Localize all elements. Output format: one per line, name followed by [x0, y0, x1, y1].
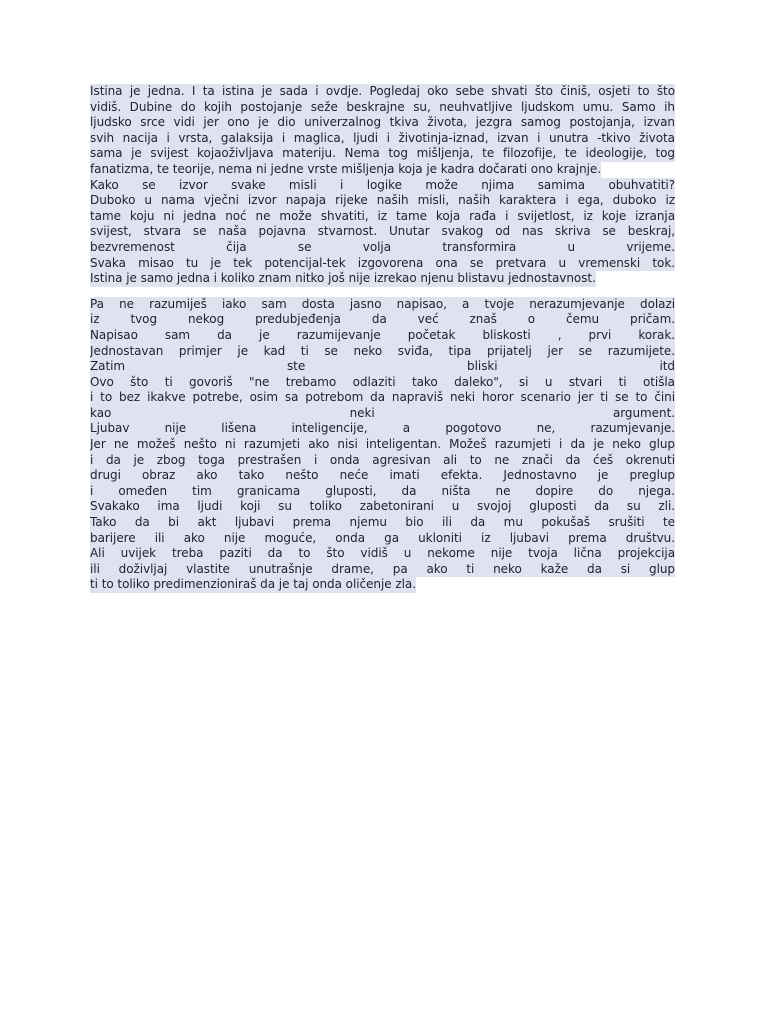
text-line: Svaka misao tu je tek potencijal-tek izgovorena ona se pretvara u vremenski tok. [90, 255, 675, 270]
text-line: Pa ne razumiješ iako sam dosta jasno napisao, a tvoje nerazumjevanje dolazi [90, 296, 675, 311]
text-line: ljudsko srce vidi jer ono je dio univerzalnog tkiva života, jezgra samog postojanja, izvan [90, 115, 675, 130]
text-line: Svakako ima ljudi koji su toliko zabetonirani u svojoj gluposti da su zli. [90, 499, 675, 514]
text-line: Istina je samo jedna i koliko znam nitko još nije izrekao njenu blistavu jednostavnost. [90, 271, 596, 286]
text-line: Zatim ste bliski itd [90, 359, 675, 374]
text-line: i da je zbog toga prestrašen i onda agresivan ali to ne znači da ćeš okrenuti [90, 452, 675, 467]
text-line: iz tvog nekog predubjeđenja da već znaš o čemu pričam. [90, 312, 675, 327]
text-line: Istina je jedna. I ta istina je sada i ovdje. Pogledaj oko sebe shvati što činiš, osjeti to što [90, 84, 675, 98]
text-line: Kako se izvor svake misli i logike može njima samima obuhvatiti? [90, 177, 675, 192]
text-line: svijest, stvara se naša pojavna stvarnost. Unutar svakog od nas skriva se beskraj, [90, 224, 675, 239]
text-line: Ovo što ti govoriš "ne trebamo odlaziti tako daleko", si u stvari ti otišla [90, 374, 675, 389]
paragraph-1 [90, 84, 675, 287]
text-line: ti to toliko predimenzioniraš da je taj onda oličenje zla. [90, 577, 416, 592]
text-line: kao neki argument. [90, 405, 675, 420]
paragraph-2 [90, 297, 675, 593]
text-line: Jednostavan primjer je kad ti se neko sviđa, tipa prijatelj jer se razumijete. [90, 343, 675, 358]
text-line: fanatizma, te teorije, nema ni jedne vrste mišljenja koja je kadra dočarati ono krajnje. [90, 161, 602, 176]
text-line: ili doživljaj vlastite unutrašnje drame, pa ako ti neko kaže da si glup [90, 561, 675, 576]
text-line: Jer ne možeš nešto ni razumjeti ako nisi inteligentan. Možeš razumjeti i da je neko glup [90, 437, 675, 452]
text-line: i to bez ikakve potrebe, osim sa potrebom da napraviš neki horor scenario jer ti se to čini [90, 390, 675, 405]
text-line: tame koju ni jedna noć ne može shvatiti, iz tame koja rađa i svijetlost, iz koje izranja [90, 208, 675, 223]
text-line: i omeđen tim granicama gluposti, da ništa ne dopire do njega. [90, 483, 675, 498]
text-line: Ali uvijek treba paziti da to što vidiš u nekome nije tvoja lična projekcija [90, 546, 675, 561]
text-line: Duboko u nama vječni izvor napaja rijeke naših misli, naših karaktera i ega, duboko iz [90, 193, 675, 208]
text-line: vidiš. Dubine do kojih postojanje seže beskrajne su, neuhvatljive ljudskom umu. Samo ih [90, 99, 675, 114]
text-line: sama je svijest kojaoživljava materiju. Nema tog mišljenja, te filozofije, te ideologije, tog [90, 146, 675, 161]
text-line: barijere ili ako nije moguće, onda ga ukloniti iz ljubavi prema društvu. [90, 530, 675, 545]
text-line: svih nacija i vrsta, galaksija i maglica, ljudi i životinja-iznad, izvan i unutra -tkivo života [90, 130, 675, 145]
text-line: drugi obraz ako tako nešto neće imati efekta. Jednostavno je preglup [90, 468, 675, 483]
text-line: Tako da bi akt ljubavi prema njemu bio ili da mu pokušaš srušiti te [90, 515, 675, 530]
document-page [90, 84, 675, 593]
text-line: Ljubav nije lišena inteligencije, a pogotovo ne, razumjevanje. [90, 421, 675, 436]
text-line: bezvremenost čija se volja transformira u vrijeme. [90, 239, 675, 254]
text-line: Napisao sam da je razumijevanje početak bliskosti , prvi korak. [90, 327, 675, 342]
